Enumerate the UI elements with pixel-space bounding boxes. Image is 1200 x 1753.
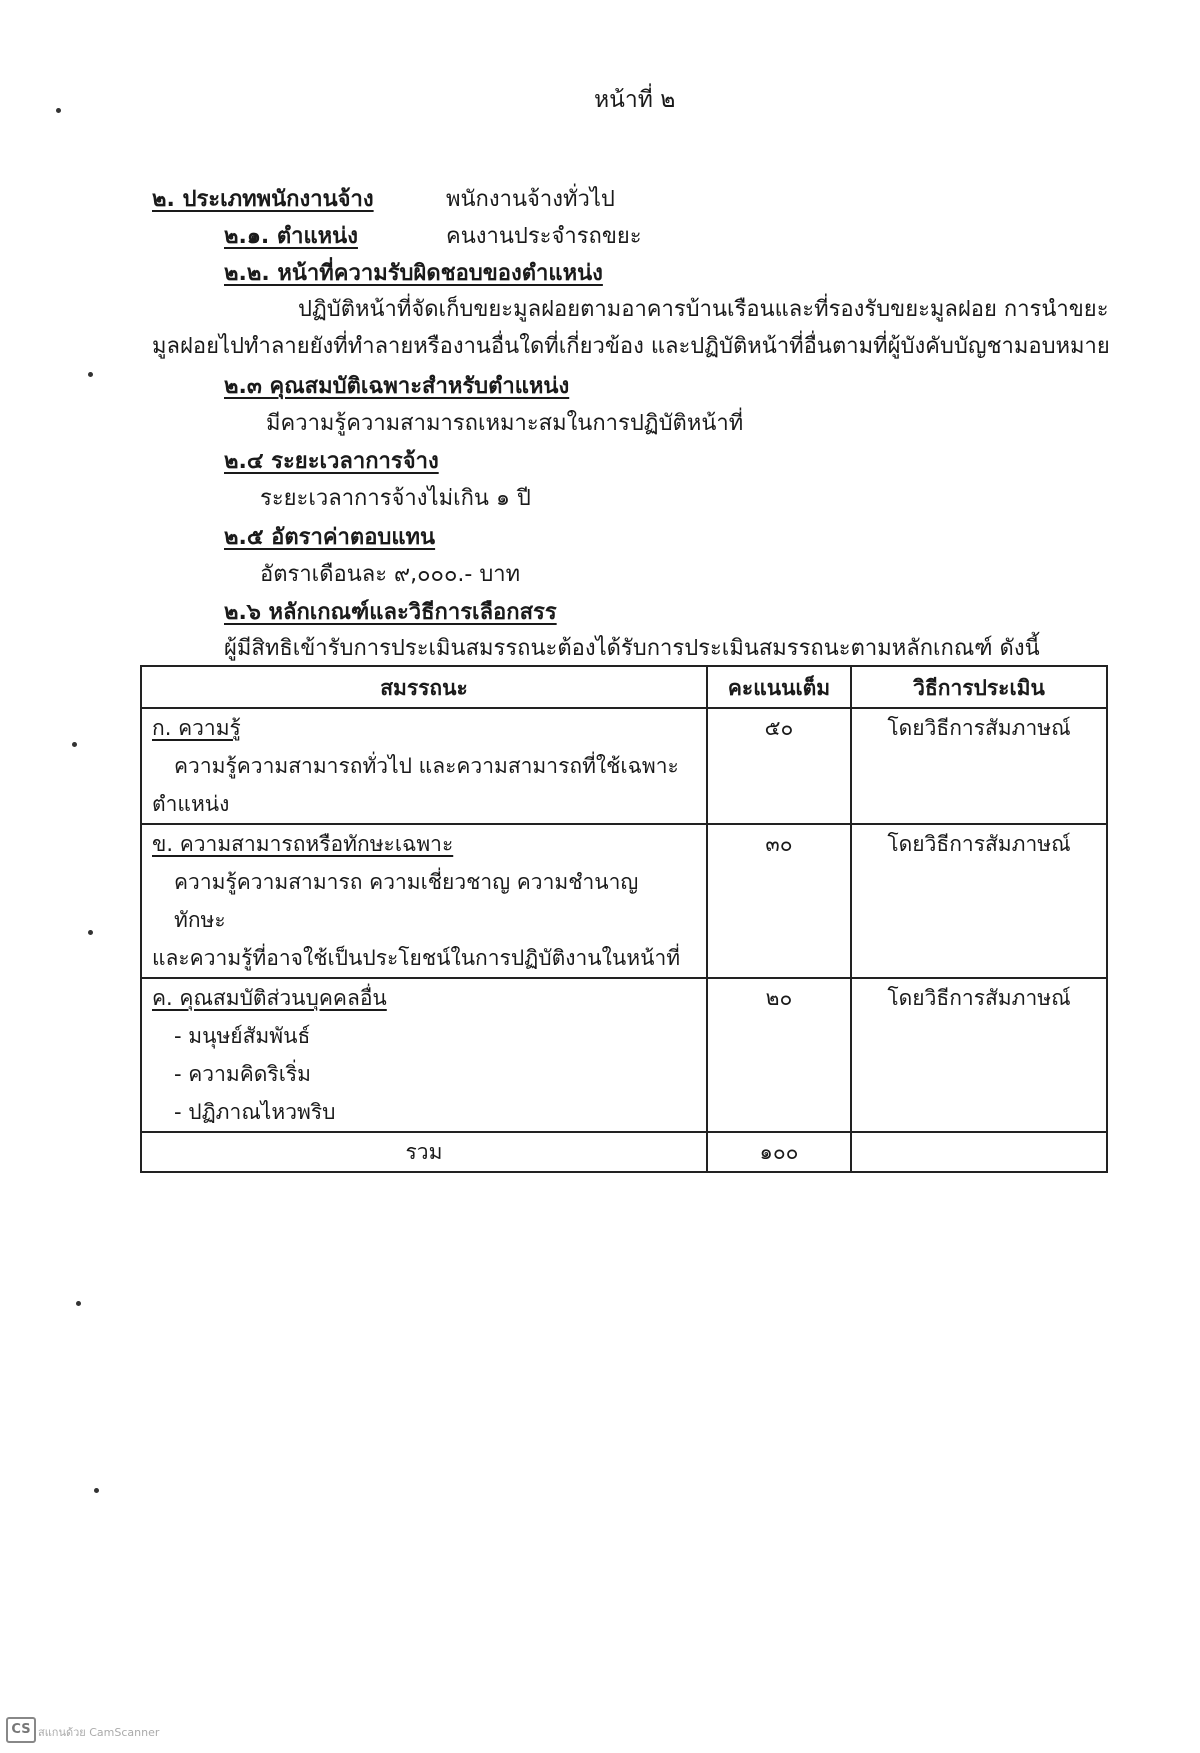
period-label: ๒.๔ ระยะเวลาการจ้าง bbox=[224, 449, 439, 474]
header-competency: สมรรถนะ bbox=[141, 666, 707, 708]
competency-line: ความรู้ความสามารถทั่วไป และความสามารถที่ใช้เฉพาะ bbox=[174, 754, 679, 778]
table-row bbox=[141, 708, 1107, 824]
duties-line-1: ปฏิบัติหน้าที่จัดเก็บขยะมูลฝอยตามอาคารบ้านเรือนและที่รองรับขยะมูลฝอย การนำขยะ bbox=[298, 297, 1109, 322]
scan-speck bbox=[76, 1301, 81, 1306]
competency-table bbox=[140, 665, 1108, 1173]
section-2-label: ๒. ประเภทพนักงานจ้าง bbox=[152, 187, 374, 212]
total-label: รวม bbox=[141, 1132, 707, 1172]
qualifications-text: มีความรู้ความสามารถเหมาะสมในการปฏิบัติหน้าที่ bbox=[266, 411, 744, 436]
scanner-watermark: สแกนด้วย CamScanner bbox=[38, 1726, 160, 1739]
table-total-row bbox=[141, 1132, 1107, 1172]
score-cell: ๓๐ bbox=[707, 824, 851, 978]
table-row bbox=[141, 978, 1107, 1132]
qualifications-label: ๒.๓ คุณสมบัติเฉพาะสำหรับตำแหน่ง bbox=[224, 374, 570, 399]
selection-intro: ผู้มีสิทธิเข้ารับการประเมินสมรรถนะต้องได้รับการประเมินสมรรถนะตามหลักเกณฑ์ ดังนี้ bbox=[224, 636, 1040, 661]
method-cell: โดยวิธีการสัมภาษณ์ bbox=[851, 978, 1107, 1132]
method-cell: โดยวิธีการสัมภาษณ์ bbox=[851, 708, 1107, 824]
competency-cell bbox=[141, 708, 707, 824]
section-2-value: พนักงานจ้างทั่วไป bbox=[446, 187, 615, 212]
duties-label: ๒.๒. หน้าที่ความรับผิดชอบของตำแหน่ง bbox=[224, 261, 603, 286]
scan-speck bbox=[88, 930, 93, 935]
competency-title: ข. ความสามารถหรือทักษะเฉพาะ bbox=[152, 832, 454, 856]
competency-title: ก. ความรู้ bbox=[152, 716, 241, 740]
table-header-row bbox=[141, 666, 1107, 708]
competency-line: ความรู้ความสามารถ ความเชี่ยวชาญ ความชำนาญ ทักษะ bbox=[174, 870, 639, 932]
total-method bbox=[851, 1132, 1107, 1172]
scan-speck bbox=[56, 108, 61, 113]
score-cell: ๒๐ bbox=[707, 978, 851, 1132]
table-row bbox=[141, 824, 1107, 978]
duties-line-2: มูลฝอยไปทำลายยังที่ทำลายหรืองานอื่นใดที่เกี่ยวข้อง และปฏิบัติหน้าที่อื่นตามที่ผู้บังคับบัญชามอบหมาย bbox=[152, 334, 1110, 359]
competency-line: - ความคิดริเริ่ม bbox=[174, 1062, 311, 1086]
method-cell: โดยวิธีการสัมภาษณ์ bbox=[851, 824, 1107, 978]
camscanner-logo: CS bbox=[6, 1717, 36, 1743]
competency-line: และความรู้ที่อาจใช้เป็นประโยชน์ในการปฏิบัติงานในหน้าที่ bbox=[152, 946, 681, 970]
total-score: ๑๐๐ bbox=[707, 1132, 851, 1172]
header-full-score: คะแนนเต็ม bbox=[707, 666, 851, 708]
scan-speck bbox=[72, 742, 77, 747]
competency-cell bbox=[141, 978, 707, 1132]
scan-speck bbox=[88, 372, 93, 377]
compensation-text: อัตราเดือนละ ๙,๐๐๐.- บาท bbox=[260, 562, 521, 587]
competency-cell bbox=[141, 824, 707, 978]
compensation-label: ๒.๕ อัตราค่าตอบแทน bbox=[224, 525, 436, 550]
score-cell: ๕๐ bbox=[707, 708, 851, 824]
selection-label: ๒.๖ หลักเกณฑ์และวิธีการเลือกสรร bbox=[224, 600, 557, 625]
position-value: คนงานประจำรถขยะ bbox=[446, 224, 642, 249]
header-method: วิธีการประเมิน bbox=[851, 666, 1107, 708]
period-text: ระยะเวลาการจ้างไม่เกิน ๑ ปี bbox=[260, 486, 531, 511]
competency-line: ตำแหน่ง bbox=[152, 792, 230, 816]
scan-speck bbox=[94, 1488, 99, 1493]
competency-line: - ปฏิภาณไหวพริบ bbox=[174, 1100, 336, 1124]
competency-line: - มนุษย์สัมพันธ์ bbox=[174, 1024, 311, 1048]
page-number: หน้าที่ ๒ bbox=[594, 87, 676, 113]
position-label: ๒.๑. ตำแหน่ง bbox=[224, 224, 358, 249]
competency-title: ค. คุณสมบัติส่วนบุคคลอื่น bbox=[152, 986, 387, 1010]
